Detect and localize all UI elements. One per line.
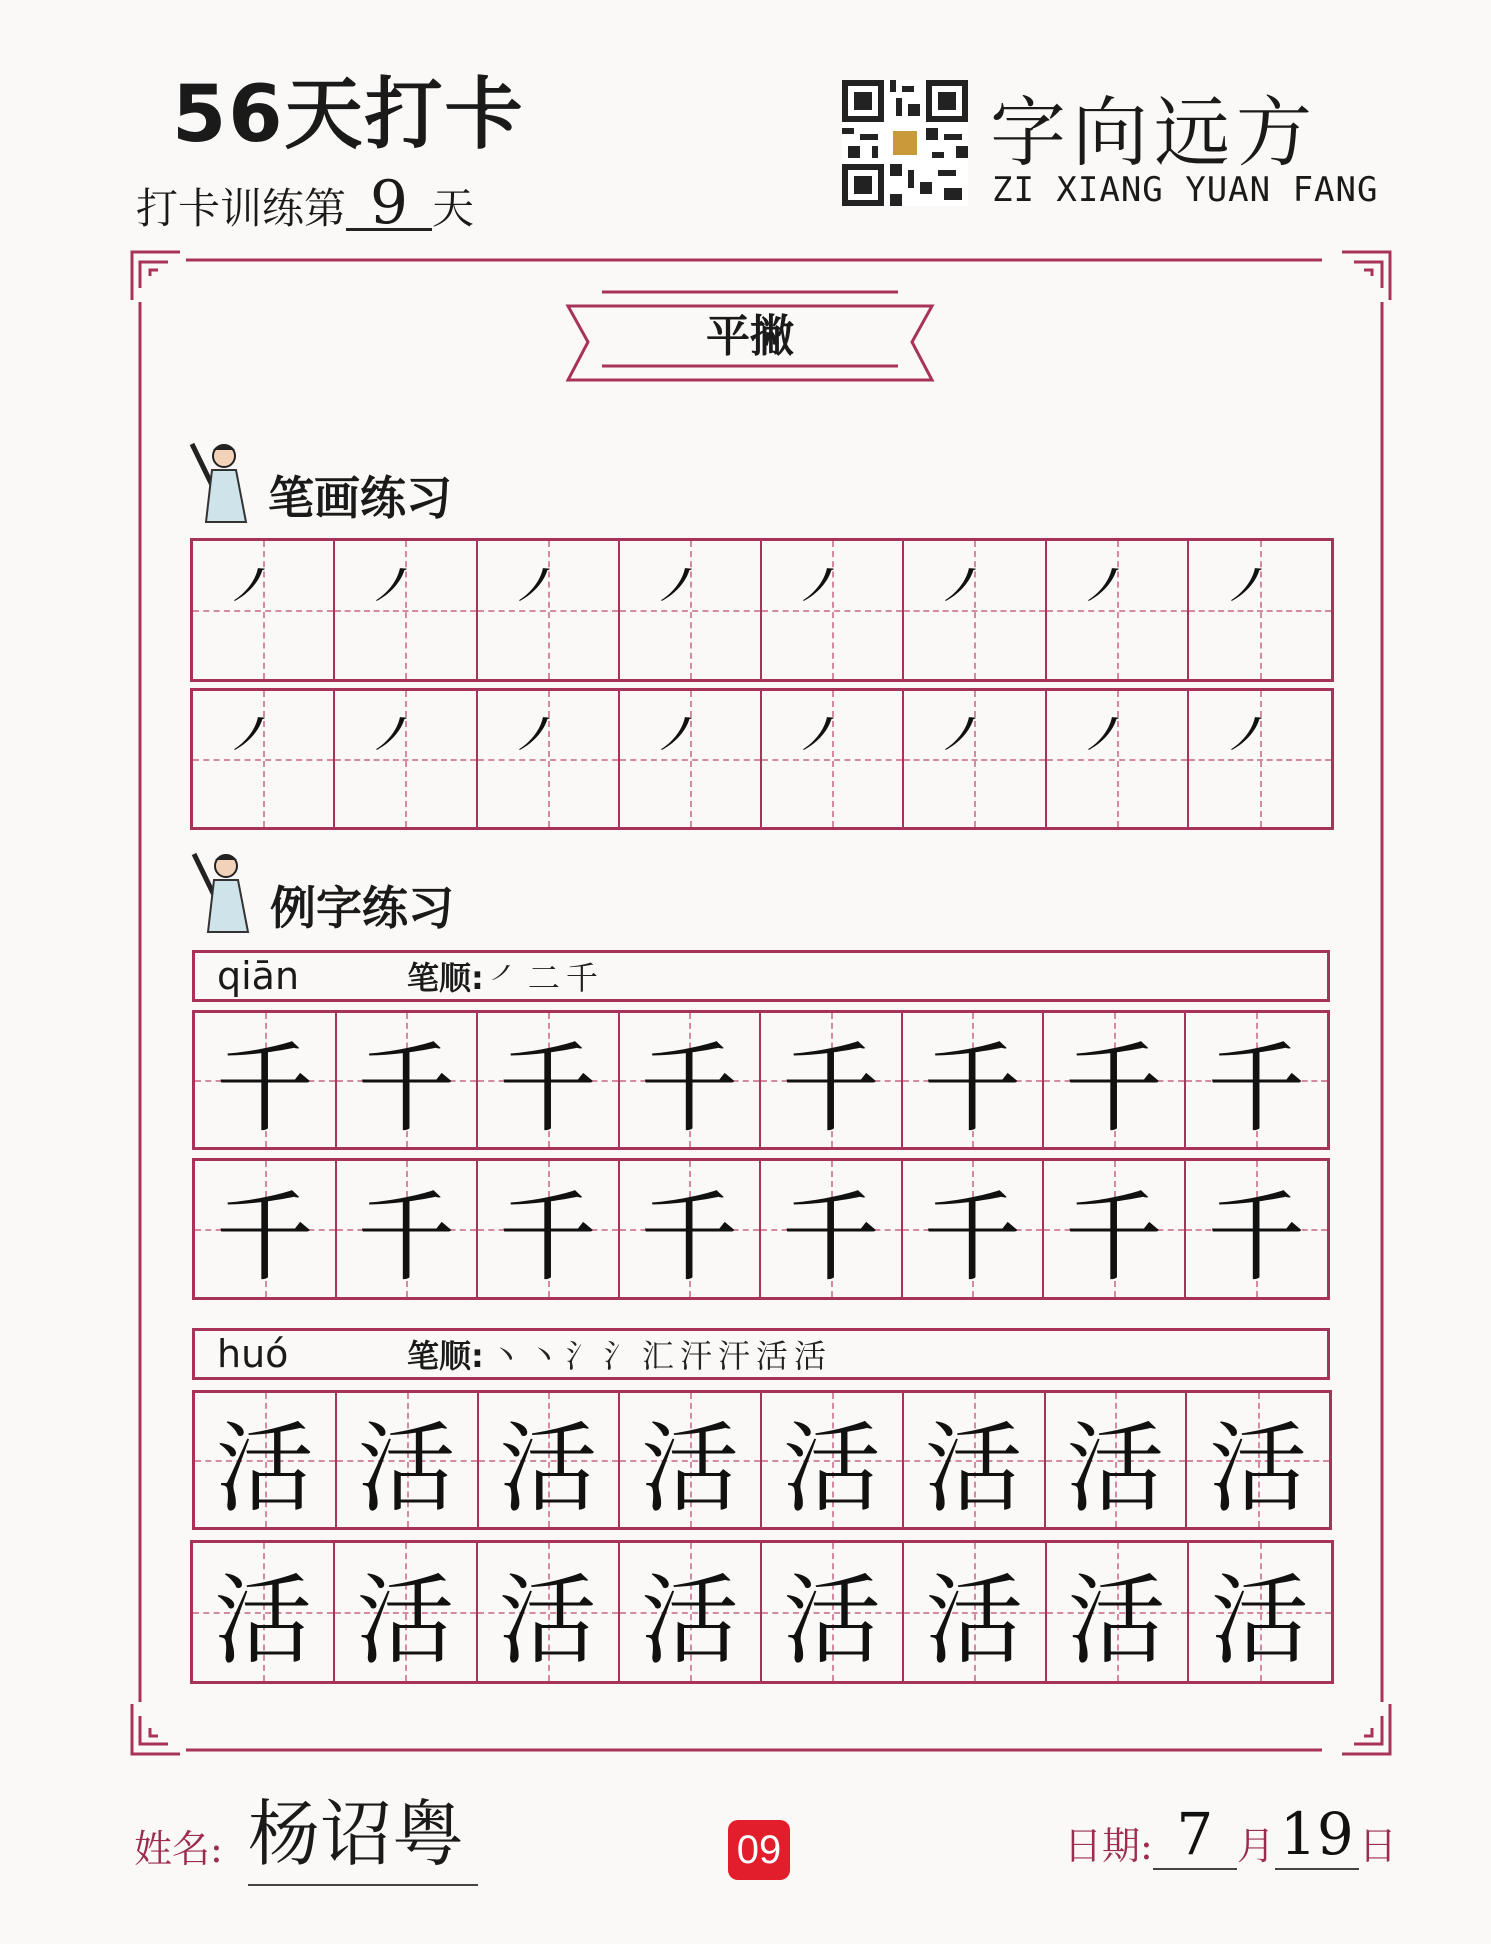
char-sample: 千 <box>215 1031 314 1146</box>
stroke-order-step: 活 <box>793 1337 826 1375</box>
char-cell[interactable] <box>1186 1013 1328 1147</box>
char-cell[interactable] <box>761 1161 903 1297</box>
char-sample: 活 <box>498 1563 597 1678</box>
char-cell[interactable] <box>337 1013 479 1147</box>
stroke-sample: ㇒ <box>1220 552 1293 634</box>
char-sample: 活 <box>782 1411 881 1526</box>
scholar-figure-icon <box>190 848 260 940</box>
char-cell[interactable] <box>195 1013 337 1147</box>
name-label: 姓名: <box>134 1827 223 1871</box>
char-cell[interactable] <box>761 1013 903 1147</box>
char-cell[interactable] <box>478 1013 620 1147</box>
date-month[interactable]: 7 <box>1153 1800 1237 1870</box>
stroke-order-step: 汗 <box>717 1337 750 1375</box>
stroke-order-step: 汇 <box>641 1337 674 1375</box>
stroke-cell[interactable] <box>620 691 762 827</box>
char-sample: 活 <box>215 1411 314 1526</box>
char-cell[interactable] <box>1044 1013 1186 1147</box>
stroke-cell[interactable] <box>1189 691 1331 827</box>
char-sample: 千 <box>781 1031 880 1146</box>
topic-title: 平撇 <box>706 311 794 362</box>
stroke-sample: ㇒ <box>366 701 438 783</box>
char-cell[interactable] <box>620 1161 762 1297</box>
stroke-sample: ㇒ <box>935 701 1007 783</box>
pinyin-label: qiān <box>217 954 300 998</box>
character-practice-row <box>192 1010 1330 1150</box>
char-cell[interactable] <box>1189 1543 1331 1681</box>
char-sample: 活 <box>925 1563 1024 1678</box>
stroke-cell[interactable] <box>335 541 477 679</box>
char-sample: 千 <box>498 1031 597 1146</box>
stroke-cell[interactable] <box>1047 541 1189 679</box>
char-sample: 千 <box>640 1031 739 1146</box>
name-field[interactable]: 杨诏粤 <box>248 1776 478 1886</box>
char-cell[interactable] <box>1044 1161 1186 1297</box>
stroke-practice-heading: 笔画练习 <box>268 471 452 525</box>
stroke-sample: ㇒ <box>508 552 581 634</box>
date-day[interactable]: 19 <box>1275 1800 1359 1870</box>
stroke-sample: ㇒ <box>935 552 1007 634</box>
stroke-sample: ㇒ <box>793 701 865 783</box>
char-sample: 千 <box>923 1031 1022 1146</box>
stroke-cell[interactable] <box>904 541 1046 679</box>
scholar-figure-icon <box>188 438 258 530</box>
qr-code-icon <box>838 80 972 206</box>
day-unit: 日 <box>1358 1824 1397 1868</box>
date-label: 日期: <box>1064 1824 1153 1868</box>
char-cell[interactable] <box>195 1393 337 1527</box>
stroke-sample: ㇒ <box>1077 552 1150 634</box>
stroke-order-step: 千 <box>565 959 598 997</box>
char-info-bar <box>192 950 1330 1002</box>
brand-subtitle: ZI XIANG YUAN FANG <box>992 170 1379 210</box>
stroke-cell[interactable] <box>1047 691 1189 827</box>
stroke-order-label: 笔顺: <box>407 959 484 997</box>
char-cell[interactable] <box>1047 1543 1189 1681</box>
stroke-order-step: 丶 <box>489 1337 522 1375</box>
char-cell[interactable] <box>903 1161 1045 1297</box>
stroke-order-step: 氵 <box>603 1337 636 1375</box>
day-suffix: 天 <box>432 184 475 233</box>
char-sample: 活 <box>356 1563 455 1678</box>
char-cell[interactable] <box>620 1393 762 1527</box>
char-sample: 千 <box>781 1180 880 1295</box>
char-sample: 千 <box>215 1180 314 1295</box>
char-sample: 千 <box>1207 1031 1306 1146</box>
char-sample: 活 <box>783 1563 882 1678</box>
char-cell[interactable] <box>903 1013 1045 1147</box>
stroke-sample: ㇒ <box>224 701 296 783</box>
char-cell[interactable] <box>478 1543 620 1681</box>
char-sample: 活 <box>357 1411 456 1526</box>
char-sample: 活 <box>1066 1411 1165 1526</box>
char-sample: 千 <box>1207 1180 1306 1295</box>
char-sample: 活 <box>214 1563 313 1678</box>
char-cell[interactable] <box>337 1393 479 1527</box>
stroke-practice-row <box>190 688 1334 830</box>
page-title: 56天打卡 <box>172 70 525 160</box>
stroke-order-step: 二 <box>527 959 560 997</box>
month-unit: 月 <box>1236 1824 1275 1868</box>
char-cell[interactable] <box>335 1543 477 1681</box>
example-practice-heading: 例字练习 <box>270 881 454 935</box>
character-practice-row <box>192 1158 1330 1300</box>
char-sample: 活 <box>640 1563 739 1678</box>
char-sample: 活 <box>1067 1563 1166 1678</box>
stroke-order-step: 丶 <box>527 1337 560 1375</box>
pinyin-label: huó <box>217 1332 289 1376</box>
day-number: 9 <box>346 178 432 231</box>
stroke-cell[interactable] <box>193 691 335 827</box>
stroke-sample: ㇒ <box>366 552 438 634</box>
stroke-order-step: 氵 <box>565 1337 598 1375</box>
char-sample: 千 <box>1064 1180 1163 1295</box>
char-cell[interactable] <box>620 1543 762 1681</box>
stroke-order-label: 笔顺: <box>407 1337 484 1375</box>
char-sample: 千 <box>357 1031 456 1146</box>
stroke-sample: ㇒ <box>650 552 723 634</box>
stroke-cell[interactable] <box>1189 541 1331 679</box>
checkin-day-line <box>136 168 475 238</box>
char-sample: 活 <box>1210 1563 1309 1678</box>
brand-logo-text: 字向远方 <box>990 88 1318 177</box>
char-cell[interactable] <box>1046 1393 1188 1527</box>
stroke-order-step: 汗 <box>679 1337 712 1375</box>
char-sample: 千 <box>1064 1031 1163 1146</box>
char-cell[interactable] <box>620 1013 762 1147</box>
char-cell[interactable] <box>478 1161 620 1297</box>
stroke-sample: ㇒ <box>224 552 296 634</box>
stroke-order-step: 活 <box>755 1337 788 1375</box>
char-cell[interactable] <box>1187 1393 1329 1527</box>
stroke-order-step: ㇒ <box>489 959 522 997</box>
stroke-cell[interactable] <box>478 541 620 679</box>
char-sample: 千 <box>923 1180 1022 1295</box>
char-cell[interactable] <box>904 1543 1046 1681</box>
stroke-cell[interactable] <box>335 691 477 827</box>
char-cell[interactable] <box>193 1543 335 1681</box>
char-sample: 活 <box>924 1411 1023 1526</box>
char-cell[interactable] <box>904 1393 1046 1527</box>
stroke-sample: ㇒ <box>508 701 581 783</box>
char-sample: 活 <box>1209 1411 1308 1526</box>
stroke-cell[interactable] <box>762 691 904 827</box>
char-sample: 活 <box>499 1411 598 1526</box>
stroke-cell[interactable] <box>193 541 335 679</box>
char-cell[interactable] <box>337 1161 479 1297</box>
page-number-badge: 09 <box>728 1820 790 1880</box>
char-sample: 千 <box>640 1180 739 1295</box>
stroke-cell[interactable] <box>620 541 762 679</box>
char-cell[interactable] <box>479 1393 621 1527</box>
char-info-bar <box>192 1328 1330 1380</box>
stroke-cell[interactable] <box>904 691 1046 827</box>
char-cell[interactable] <box>1186 1161 1328 1297</box>
char-cell[interactable] <box>195 1161 337 1297</box>
stroke-sample: ㇒ <box>1220 701 1293 783</box>
stroke-cell[interactable] <box>478 691 620 827</box>
day-prefix: 打卡训练第 <box>136 184 347 233</box>
stroke-cell[interactable] <box>762 541 904 679</box>
stroke-sample: ㇒ <box>793 552 865 634</box>
date-field <box>1064 1800 1397 1870</box>
char-sample: 千 <box>357 1180 456 1295</box>
char-cell[interactable] <box>762 1393 904 1527</box>
stroke-sample: ㇒ <box>1077 701 1150 783</box>
character-practice-row <box>190 1540 1334 1684</box>
char-sample: 活 <box>641 1411 740 1526</box>
char-sample: 千 <box>498 1180 597 1295</box>
stroke-sample: ㇒ <box>650 701 723 783</box>
char-cell[interactable] <box>762 1543 904 1681</box>
character-practice-row <box>192 1390 1332 1530</box>
